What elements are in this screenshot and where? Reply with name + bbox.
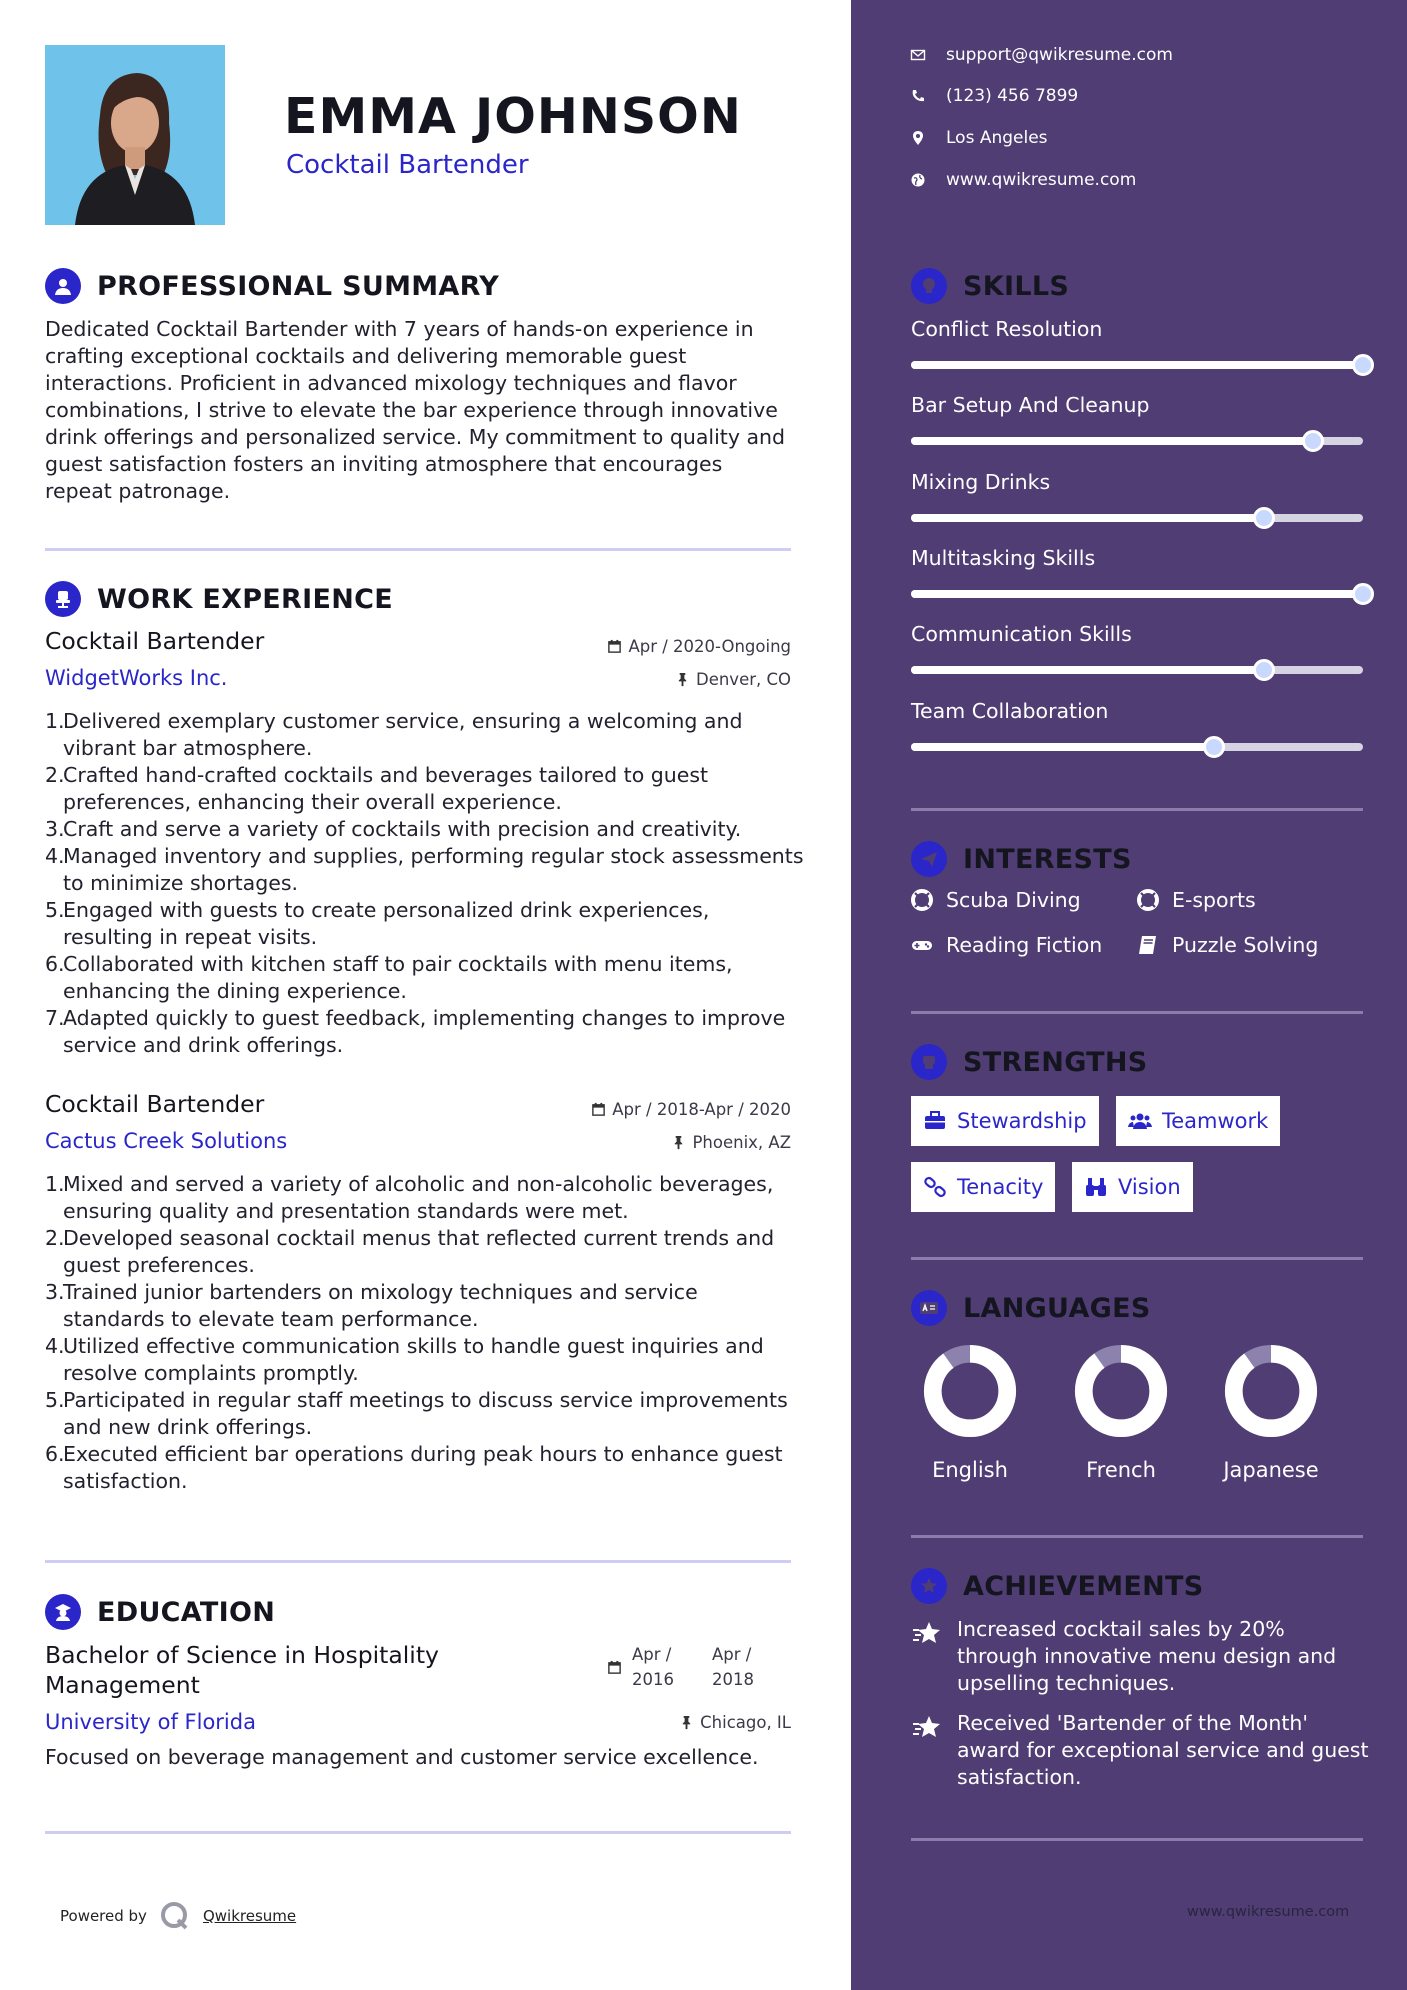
- list-item: 4. Managed inventory and supplies, performing regular stock assessments to minimize shortages.: [45, 844, 804, 895]
- list-item: 2. Crafted hand-crafted cocktails and beverages tailored to guest preferences, enhancing their overall experience.: [45, 763, 709, 814]
- list-item: 1. Delivered exemplary customer service, ensuring a welcoming and vibrant bar atmosphere.: [45, 709, 743, 760]
- pushpin-icon: [675, 672, 690, 687]
- skill-bar-knob: [1203, 736, 1225, 758]
- language-name: English: [932, 1458, 1008, 1482]
- language-icon: [911, 1290, 947, 1326]
- skill-bar-fill: [911, 590, 1363, 598]
- binoculars-icon: [1084, 1175, 1108, 1199]
- briefcase-icon: [923, 1109, 947, 1133]
- star-badge-icon: [911, 1568, 947, 1604]
- education-dates: [607, 1642, 782, 1692]
- strength-badge: [1072, 1162, 1193, 1212]
- degree-name: Bachelor of Science in Hospitality Management: [45, 1641, 439, 1699]
- education-location: [679, 1713, 791, 1732]
- pushpin-icon: [679, 1715, 694, 1730]
- achievement-item: [911, 1710, 1371, 1791]
- language-name: French: [1086, 1458, 1156, 1482]
- company-name: Cactus Creek Solutions: [45, 1129, 288, 1153]
- list-item: 5. Engaged with guests to create personalized drink experiences, resulting in repeat visits.: [45, 898, 710, 949]
- paper-plane-icon: [911, 841, 947, 877]
- candidate-name: EMMA JOHNSON: [284, 88, 742, 145]
- languages-title: LANGUAGES: [963, 1292, 1151, 1324]
- language-item: [1046, 1342, 1196, 1482]
- summary-text: Dedicated Cocktail Bartender with 7 years of hands-on experience in crafting exceptional cocktails and delivering memorable guest interactions. Proficient in advanced mixology techniques and flavor combinations, I strive to elevate the bar experience through innovative drink offerings and personalized service. My commitment to quality and guest satisfaction fosters an inviting atmosphere that encourages repeat patronage.: [45, 317, 786, 503]
- skill-bar-fill: [911, 743, 1214, 751]
- interests-title: INTERESTS: [963, 843, 1132, 875]
- job-dates-text: Apr / 2020-Ongoing: [628, 637, 791, 656]
- interest-label: Reading Fiction: [946, 933, 1103, 957]
- languages-heading: [911, 1290, 1151, 1326]
- section-divider: [911, 1535, 1363, 1538]
- job-title: Cocktail Bartender: [45, 1090, 265, 1118]
- skill-bar-knob: [1352, 583, 1374, 605]
- job-dates: [607, 637, 791, 656]
- star-icon: [911, 1618, 943, 1650]
- calendar-icon: [591, 1102, 606, 1117]
- link-icon: [923, 1175, 947, 1199]
- skill-label: Bar Setup And Cleanup: [911, 393, 1150, 417]
- pushpin-icon: [671, 1135, 686, 1150]
- summary-heading: [45, 268, 499, 304]
- interest-label: Puzzle Solving: [1172, 933, 1319, 957]
- strength-label: Tenacity: [957, 1175, 1044, 1199]
- skill-label: Mixing Drinks: [911, 470, 1051, 494]
- section-divider: [911, 808, 1363, 811]
- strengths-title: STRENGTHS: [963, 1046, 1148, 1078]
- language-name: Japanese: [1223, 1458, 1319, 1482]
- strengths-heading: [911, 1044, 1148, 1080]
- calendar-icon: [607, 639, 622, 654]
- achievement-item: [911, 1616, 1371, 1697]
- strength-badge: [1116, 1096, 1280, 1146]
- skill-bar: [911, 666, 1363, 674]
- globe-icon: [910, 172, 926, 188]
- company-name: WidgetWorks Inc.: [45, 666, 228, 690]
- list-item: 2. Developed seasonal cocktail menus that reflected current trends and guest preferences.: [45, 1226, 775, 1277]
- strength-badge: [911, 1162, 1055, 1212]
- achievements-title: ACHIEVEMENTS: [963, 1570, 1204, 1602]
- skill-label: Multitasking Skills: [911, 546, 1096, 570]
- skills-heading: [911, 268, 1069, 304]
- education-title: EDUCATION: [97, 1596, 276, 1628]
- school-name: University of Florida: [45, 1710, 256, 1734]
- language-ring-arc: [1084, 1354, 1158, 1428]
- contact-phone: [910, 86, 1078, 106]
- list-item: 6. Collaborated with kitchen staff to pair cocktails with menu items, enhancing the dining experience.: [45, 952, 733, 1003]
- strength-label: Teamwork: [1162, 1109, 1269, 1133]
- language-ring: [1072, 1342, 1170, 1440]
- footer-site[interactable]: www.qwikresume.com: [1187, 1904, 1350, 1920]
- star-icon: [911, 1712, 943, 1744]
- interest-label: E-sports: [1172, 888, 1256, 912]
- experience-heading: [45, 581, 393, 617]
- language-ring: [1222, 1342, 1320, 1440]
- contact-location: [910, 128, 1048, 148]
- strength-badge: [911, 1096, 1099, 1146]
- language-ring-arc: [1234, 1354, 1308, 1428]
- location-text: Los Angeles: [946, 128, 1048, 148]
- interest-item: [910, 933, 1102, 957]
- achievement-text: Received 'Bartender of the Month' award for exceptional service and guest satisfaction.: [957, 1711, 1369, 1789]
- job-location: [671, 1133, 791, 1152]
- skill-bar: [911, 743, 1363, 751]
- list-item: 5. Participated in regular staff meetings to discuss service improvements and new drink offerings.: [45, 1388, 788, 1439]
- job-dates: [591, 1100, 791, 1119]
- list-item: 4. Utilized effective communication skills to handle guest inquiries and resolve complaints promptly.: [45, 1334, 764, 1385]
- skill-bar-fill: [911, 361, 1363, 369]
- interest-item: [1136, 933, 1318, 957]
- language-item: [895, 1342, 1045, 1482]
- candidate-role: Cocktail Bartender: [286, 150, 529, 180]
- strength-label: Stewardship: [957, 1109, 1087, 1133]
- life-ring-icon: [910, 888, 934, 912]
- profile-photo-image: [45, 45, 225, 225]
- job-location: [675, 670, 791, 689]
- language-ring-arc: [933, 1354, 1007, 1428]
- user-circle-icon: [45, 268, 81, 304]
- job-location-text: Denver, CO: [695, 670, 791, 689]
- chair-icon: [45, 581, 81, 617]
- calendar-icon: [607, 1660, 622, 1675]
- skills-title: SKILLS: [963, 270, 1070, 302]
- phone-text: (123) 456 7899: [946, 86, 1079, 106]
- qwikresume-logo-icon: [159, 1900, 191, 1932]
- job-location-text: Phoenix, AZ: [692, 1133, 791, 1152]
- skill-bar-knob: [1253, 659, 1275, 681]
- life-ring-icon: [1136, 888, 1160, 912]
- skill-label: Communication Skills: [911, 622, 1132, 646]
- powered-by: [60, 1900, 296, 1932]
- achievements-heading: [911, 1568, 1204, 1604]
- skill-bar-knob: [1253, 507, 1275, 529]
- book-icon: [1136, 933, 1160, 957]
- language-item: [1196, 1342, 1346, 1482]
- skill-bar: [911, 361, 1363, 369]
- education-heading: [45, 1594, 275, 1630]
- section-divider: [911, 1011, 1363, 1014]
- language-ring: [921, 1342, 1019, 1440]
- skill-label: Conflict Resolution: [911, 317, 1103, 341]
- job-dates-text: Apr / 2018-Apr / 2020: [612, 1100, 791, 1119]
- skill-bar-knob: [1352, 354, 1374, 376]
- graduate-icon: [45, 1594, 81, 1630]
- profile-photo: [45, 45, 225, 225]
- contact-website: [910, 170, 1136, 190]
- job-bullet-list: [45, 1171, 805, 1495]
- section-divider: [45, 548, 791, 551]
- phone-icon: [910, 88, 926, 104]
- interests-heading: [911, 841, 1132, 877]
- contact-email: [910, 45, 1173, 65]
- skill-bar: [911, 437, 1363, 445]
- skill-label: Team Collaboration: [911, 699, 1109, 723]
- email-text[interactable]: support@qwikresume.com: [946, 45, 1173, 65]
- strength-label: Vision: [1118, 1175, 1181, 1199]
- list-item: 1. Mixed and served a variety of alcoholic and non-alcoholic beverages, ensuring quality and presentation standards were met.: [45, 1172, 774, 1223]
- map-marker-icon: [910, 130, 926, 146]
- gamepad-icon: [910, 933, 934, 957]
- list-item: 3. Craft and serve a variety of cocktails with precision and creativity.: [45, 817, 742, 841]
- section-divider: [45, 1831, 791, 1834]
- list-item: 7. Adapted quickly to guest feedback, implementing changes to improve service and drink offerings.: [45, 1006, 786, 1057]
- education-note: Focused on beverage management and customer service excellence.: [45, 1745, 759, 1769]
- list-item: 6. Executed efficient bar operations during peak hours to enhance guest satisfaction.: [45, 1442, 783, 1493]
- interest-item: [1136, 888, 1256, 912]
- users-icon: [1128, 1109, 1152, 1133]
- skill-bar: [911, 590, 1363, 598]
- lightbulb-icon: [911, 268, 947, 304]
- skill-bar-fill: [911, 437, 1313, 445]
- envelope-icon: [910, 47, 926, 63]
- fist-icon: [911, 1044, 947, 1080]
- achievement-text: Increased cocktail sales by 20% through innovative menu design and upselling techniques.: [957, 1617, 1337, 1695]
- experience-title: WORK EXPERIENCE: [97, 583, 393, 615]
- powered-by-label: Powered by: [60, 1907, 147, 1925]
- interest-label: Scuba Diving: [946, 888, 1081, 912]
- skill-bar-fill: [911, 666, 1264, 674]
- section-divider: [911, 1257, 1363, 1260]
- brand-link[interactable]: Qwikresume: [202, 1907, 297, 1925]
- interest-item: [910, 888, 1081, 912]
- education-location-text: Chicago, IL: [700, 1713, 791, 1732]
- education-end: Apr / 2018: [712, 1645, 754, 1689]
- section-divider: [911, 1838, 1363, 1841]
- job-bullet-list: [45, 708, 805, 1059]
- skill-bar: [911, 514, 1363, 522]
- section-divider: [45, 1560, 791, 1563]
- summary-title: PROFESSIONAL SUMMARY: [97, 270, 500, 302]
- website-text[interactable]: www.qwikresume.com: [946, 170, 1137, 190]
- education-start: Apr / 2016: [632, 1645, 674, 1689]
- job-title: Cocktail Bartender: [45, 627, 265, 655]
- skill-bar-fill: [911, 514, 1264, 522]
- list-item: 3. Trained junior bartenders on mixology techniques and service standards to elevate team performance.: [45, 1280, 698, 1331]
